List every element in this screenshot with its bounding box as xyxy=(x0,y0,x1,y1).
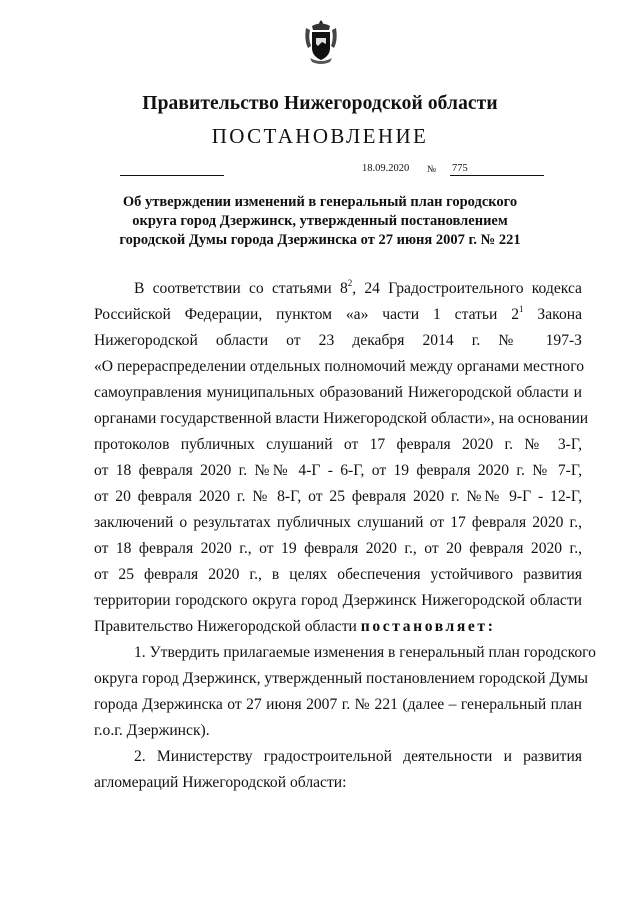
org-title: Правительство Нижегородской области xyxy=(142,93,498,114)
body-line: Правительство Нижегородской области постановляет: xyxy=(94,618,496,635)
body-line: «О перераспределении отдельных полномочий между органами местного xyxy=(94,358,584,375)
body-line: Российской Федерации, пунктом «а» части 1 статьи $2^1$ Закона xyxy=(94,304,583,323)
body-line: г.о.г. Дзержинск). xyxy=(94,722,210,739)
document-type: ПОСТАНОВЛЕНИЕ xyxy=(211,124,429,148)
body-line: территории городского округа город Дзержинск Нижегородской области xyxy=(94,592,582,609)
body-line: агломераций Нижегородской области: xyxy=(94,774,347,791)
subject-line: городской Думы города Дзержинска от 27 июня 2007 г. № 221 xyxy=(119,232,521,248)
subject-line: округа город Дзержинск, утвержденный постановлением xyxy=(132,213,508,229)
superscript: 2 xyxy=(347,278,353,288)
body-line: города Дзержинска от 27 июня 2007 г. № 221 (далее – генеральный план xyxy=(94,696,582,713)
body-line: от 25 февраля 2020 г., в целях обеспечения устойчивого развития xyxy=(94,566,582,583)
document-date: 18.09.2020 xyxy=(362,163,410,174)
body-line: от 20 февраля 2020 г. № 8-Г, от 25 февраля 2020 г. №№ 9-Г - 12-Г, xyxy=(94,488,582,505)
decree-verb: постановляет: xyxy=(360,618,496,635)
body-line: от 18 февраля 2020 г. №№ 4-Г - 6-Г, от 19 февраля 2020 г. № 7-Г, xyxy=(94,462,582,479)
body-line: органами государственной власти Нижегородской области», на основании xyxy=(94,410,589,427)
body-line: 1. Утвердить прилагаемые изменения в генеральный план городского xyxy=(134,644,596,661)
body-line: протоколов публичных слушаний от 17 февраля 2020 г. № 3-Г, xyxy=(94,436,582,453)
coat-of-arms-emblem xyxy=(302,18,340,66)
superscript: 1 xyxy=(519,304,524,314)
document-number: 775 xyxy=(450,163,544,176)
subject-line: Об утверждении изменений в генеральный план городского xyxy=(122,194,518,210)
body-line: В соответствии со статьями $8^2$, 24 Градостроительного кодекса xyxy=(134,278,582,297)
body-line: от 18 февраля 2020 г., от 19 февраля 2020 г., от 20 февраля 2020 г., xyxy=(94,540,582,557)
body-line: Нижегородской области от 23 декабря 2014 г. № 197-З xyxy=(94,332,582,349)
body-line: самоуправления муниципальных образований Нижегородской области и xyxy=(94,384,582,401)
body-line: округа город Дзержинск, утвержденный постановлением городской Думы xyxy=(94,670,589,687)
signature-date-line xyxy=(120,175,224,176)
document-subject xyxy=(60,193,580,250)
number-sign: № xyxy=(427,165,437,175)
body-line: 2. Министерству градостроительной деятельности и развития xyxy=(134,748,582,765)
body-line: заключений о результатах публичных слушаний от 17 февраля 2020 г., xyxy=(94,514,582,531)
